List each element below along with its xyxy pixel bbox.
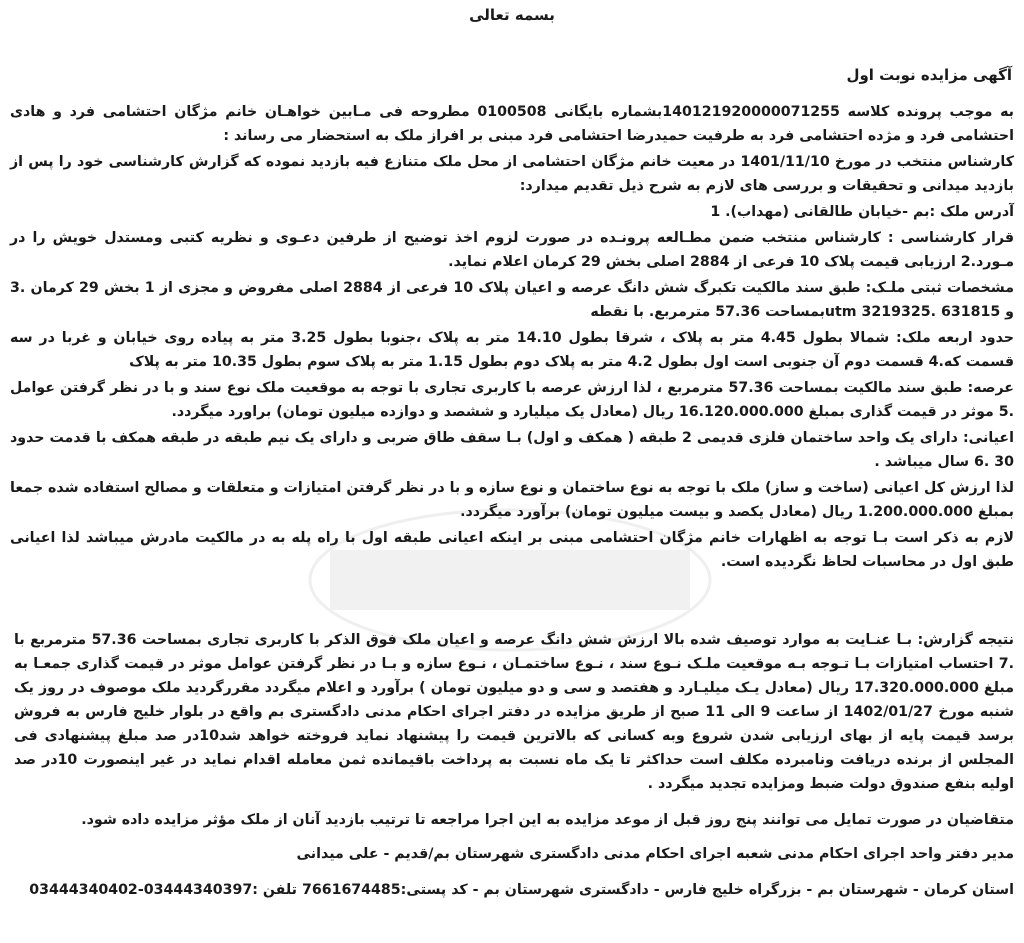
paragraph-building: اعیانی: دارای یک واحد ساختمان فلزی قدیمی 2 طبقه ( همکف و اول) بـا سقف طاق ضربی و دارای یک نیم طبقه در طبقه همکف با قدمت حدود 30 .6 سال میباشد .	[10, 430, 1014, 470]
document-heading: بسمه تعالی	[469, 6, 555, 24]
paragraph-case-intro: به موجب پرونده کلاسه 140121920000071255بشماره بایگانی 0100508 مطروحه فی مـابین خواهـان خانم مژگان احتشامی فرد و هادی احتشامی فرد و مژده احتشامی فرد به طرفیت حمیدرضا احتشامی فرد مبنی بر افراز ملک به استحضار می رساند :	[10, 104, 1015, 144]
paragraph-registry: مشخصات ثبتی ملـک: طبق سند مالکیت تکبرگ شش دانگ عرصه و اعیان پلاک 10 فرعی از 2884 اصلی مفروض و مجزی از 1 بخش 29 کرمان .3 و 631815 .3219325 utmبمساحت 57.36 مترمربع. با نقطه	[10, 280, 1015, 320]
paragraph-contact: استان کرمان - شهرستان بم - بزرگراه خلیج فارس - دادگستری شهرستان بم - کد پستی:7661674485 تلفن :03444340397-03444340402	[29, 882, 1014, 898]
paragraph-address: آدرس ملک :بم -خیابان طالقانی (مهداب). 1	[710, 204, 1014, 220]
paragraph-building-value: لذا ارزش کل اعیانی (ساخت و ساز) ملک با توجه به نوع ساختمان و نوع سازه و با در نظر گرفتن امتیازات و متعلقات و مصالح استفاده شده جمعا بمبلغ 1.200.000.000 ریال (معادل یکصد و بیست میلیون تومان) برآورد میگردد.	[10, 480, 1014, 520]
paragraph-conclusion: نتیجه گزارش: بـا عنـایت به موارد توصیف شده بالا ارزش شش دانگ عرصه و اعیان ملک فوق الذکر با کاربری تجاری بمساحت 57.36 مترمربع با .7 احتساب امتیازات بـا تـوجه بـه موقعیت ملـک نـوع سند ، نـوع ساختمـان ، نـوع سازه و بـا در نظر گرفتن عوامل موثر در قیمت گذاری جمعـا به مبلغ 17.320.000.000 ریال (معادل یـک میلیـارد و هفتصد و سی و دو میلیون تومان ) برآورد و اعلام میگردد مقررگردید ملک موصوف در روز یک شنبه مورخ 1402/01/27 از ساعت 9 الی 11 صبح از طریق مزایده در دفتر اجرای احکام مدنی دادگستری بم واقع در بلوار خلیج فارس به فروش برسد قیمت پایه از بهای ارزیابی شدن شروع وبه کسانی که بالاترین قیمت را پیشنهاد نماید فروخته خواهد شد10در صد مبلغ پیشنهادی فی المجلس از برنده دریافت ونامبرده مکلف است حداکثر تا یک ماه نسبت به پرداخت باقیمانده ثمن معامله اقدام نماید در غیر اینصورت 10در صد اولیه بنفع صندوق دولت ضبط ومزایده تجدید میگردد .	[14, 632, 1015, 792]
paragraph-applicants: متقاضیان در صورت تمایل می توانند پنج روز قبل از موعد مزایده به این اجرا مراجعه تا ترتیب بازدید آنان از ملک مؤثر مزایده داده شود.	[81, 812, 1014, 828]
paragraph-note: لازم به ذکر است بـا توجه به اظهارات خانم مژگان احتشامی مبنی بر اینکه اعیانی طبقه اول با راه پله به در مالکیت مادرش میباشد لذا اعیانی طبق اول در محاسبات لحاظ نگردیده است.	[10, 530, 1014, 570]
paragraph-boundaries: حدود اربعه ملک: شمالا بطول 4.45 متر به پلاک ، شرقا بطول 14.10 متر به پلاک ،جنوبا بطول 3.25 متر به پیاده روی خیابان و غربا در سه قسمت که.4 قسمت دوم آن جنوبی است اول بطول 4.2 متر به پلاک دوم بطول 1.15 متر به پلاک سوم بطول 10.35 متر به پلاک	[10, 330, 1015, 370]
paragraph-expert-order: قرار کارشناسی : کارشناس منتخب ضمن مطـالعه پرونـده در صورت لزوم اخذ توضیح از طرفین دعـوی و نظریه کتبی ومستدل خویش را در مـورد.2 ارزیابی قیمت پلاک 10 فرعی از 2884 اصلی بخش 29 کرمان اعلام نماید.	[10, 230, 1014, 270]
paragraph-land: عرصه: طبق سند مالکیت بمساحت 57.36 مترمربع ، لذا ارزش عرصه با کاربری تجاری با توجه به موقعیت ملک نوع سند و با در نظر گرفتن عوامل .5 موثر در قیمت گذاری بمبلغ 16.120.000.000 ریال (معادل یک میلیارد و ششصد و دوازده میلیون تومان) براورد میگردد.	[10, 380, 1014, 420]
paragraph-signature: مدیر دفتر واحد اجرای احکام مدنی شعبه اجرای احکام مدنی دادگستری شهرستان بم/قدیم - علی میدانی	[296, 846, 1014, 862]
notice-title: آگهی مزایده نوبت اول	[846, 66, 1012, 84]
paragraph-expert-visit: کارشناس منتخب در مورخ 1401/11/10 در معیت خانم مژگان احتشامی از محل ملک متنازع فیه بازدید نموده که گزارش کارشناسی خود را پس از بازدید میدانی و تحقیقات و بررسی های لازم به شرح ذیل تقدیم میدارد:	[10, 154, 1014, 194]
